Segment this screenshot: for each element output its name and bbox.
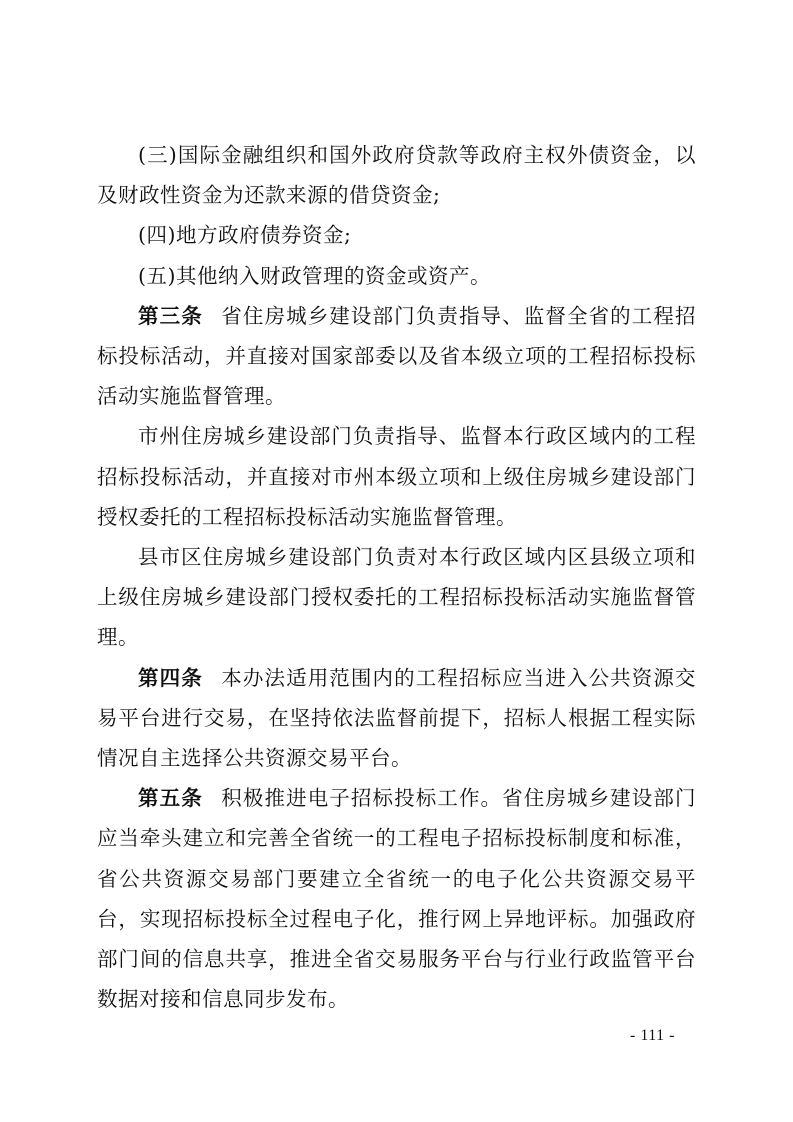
paragraph-item-3 (97, 135, 696, 215)
article-3-para-2 (97, 416, 696, 537)
article-4 (97, 658, 696, 779)
article-3-para-3 (97, 537, 696, 658)
paragraph-text: 市州住房城乡建设部门负责指导、监督本行政区域内的工程招标投标活动，并直接对市州本级立项和上级住房城乡建设部门授权委托的工程招标投标活动实施监督管理。 (97, 424, 696, 529)
paragraph-text: 本办法适用范围内的工程招标应当进入公共资源交易平台进行交易，在坚持依法监督前提下，招标人根据工程实际情况自主选择公共资源交易平台。 (97, 665, 697, 771)
article-heading: 第五条 (138, 786, 203, 811)
paragraph-text: 省住房城乡建设部门负责指导、监督全省的工程招标投标活动，并直接对国家部委以及省本级立项的工程招标投标活动实施监督管理。 (97, 303, 697, 409)
article-heading: 第四条 (138, 665, 203, 690)
paragraph-item-4 (97, 215, 696, 255)
paragraph-item-5 (97, 256, 696, 296)
article-5 (97, 778, 696, 1019)
paragraph-text: (三)国际金融组织和国外政府贷款等政府主权外债资金，以及财政性资金为还款来源的借贷资金; (97, 143, 696, 208)
paragraph-text: 积极推进电子招标投标工作。省住房城乡建设部门应当牵头建立和完善全省统一的工程电子招标投标制度和标准，省公共资源交易部门要建立全省统一的电子化公共资源交易平台，实现招标投标全过程电子化，推行网上异地评标。加强政府部门间的信息共享，推进全省交易服务平台与行业行政监管平台数据对接和信息同步发布。 (97, 786, 697, 1012)
paragraph-text: 县市区住房城乡建设部门负责对本行政区域内区县级立项和上级住房城乡建设部门授权委托的工程招标投标活动实施监督管理。 (97, 545, 696, 650)
paragraph-text: (四)地方政府债券资金; (138, 223, 352, 248)
paragraph-text: (五)其他纳入财政管理的资金或资产。 (138, 263, 491, 288)
article-heading: 第三条 (138, 303, 203, 328)
page-number: - 111 - (630, 1027, 675, 1044)
body-text (97, 135, 696, 1019)
article-3 (97, 296, 696, 417)
